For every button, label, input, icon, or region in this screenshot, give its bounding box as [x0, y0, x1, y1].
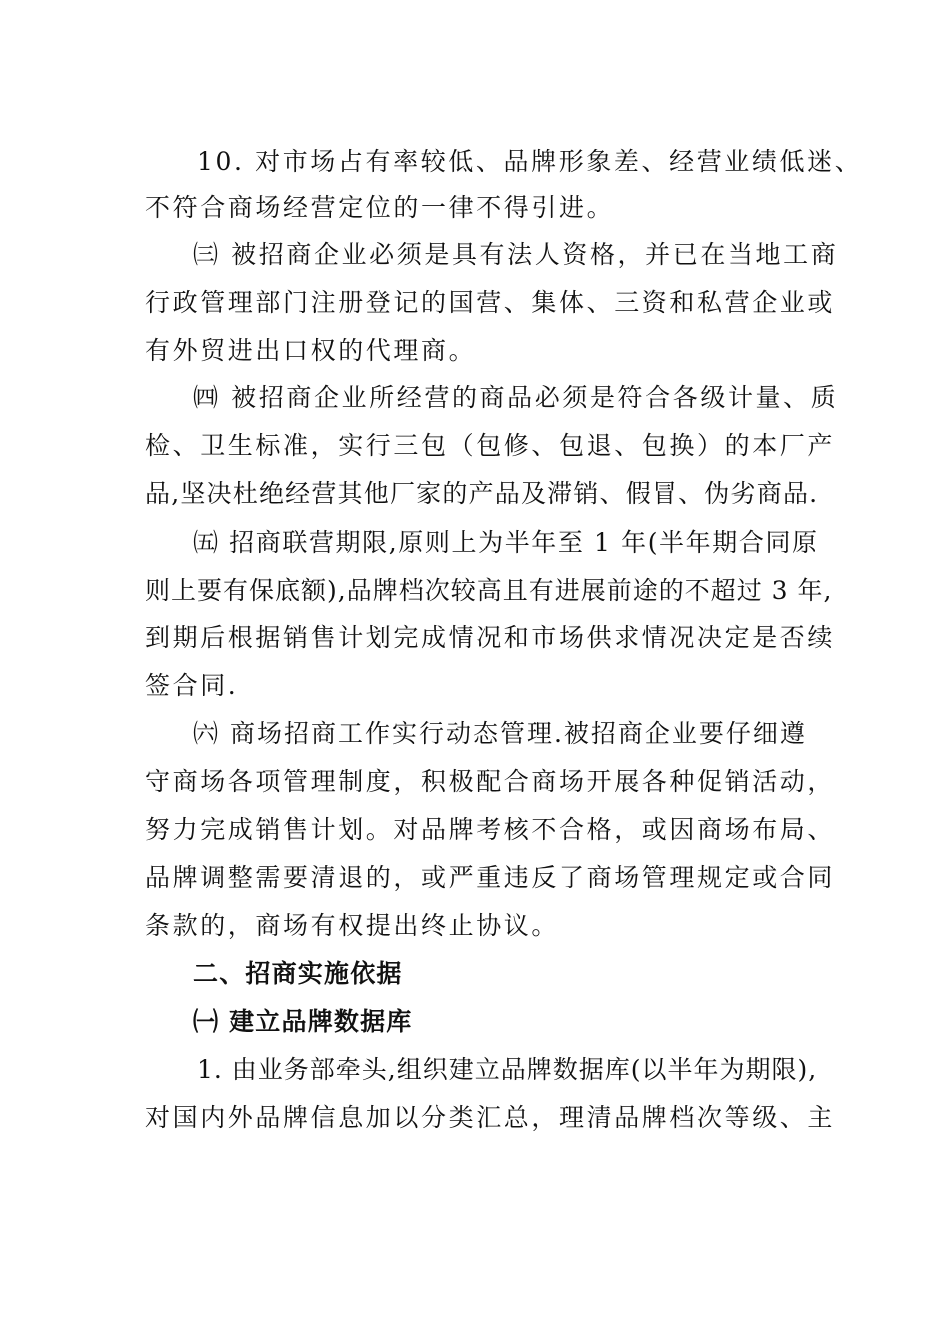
- text-line: 品,坚决杜绝经营其他厂家的产品及滞销、假冒、伪劣商品.: [145, 479, 819, 508]
- text-line: 1. 由业务部牵头,组织建立品牌数据库(以半年为期限),: [197, 1055, 818, 1084]
- text-line: 对国内外品牌信息加以分类汇总，理清品牌档次等级、主: [145, 1103, 836, 1132]
- text-line: ㈥ 商场招商工作实行动态管理.被招商企业要仔细遵: [193, 719, 807, 748]
- text-line: 检、卫生标准，实行三包（包修、包退、包换）的本厂产: [145, 431, 836, 460]
- text-line: ㈢ 被招商企业必须是具有法人资格，并已在当地工商: [193, 240, 839, 269]
- text-line: ㈤ 招商联营期限,原则上为半年至 1 年(半年期合同原: [193, 528, 819, 557]
- text-line: 守商场各项管理制度，积极配合商场开展各种促销活动，: [145, 767, 836, 796]
- text-line: 到期后根据销售计划完成情况和市场供求情况决定是否续: [145, 623, 836, 652]
- text-line: 品牌调整需要清退的，或严重违反了商场管理规定或合同: [145, 863, 836, 892]
- text-line: 行政管理部门注册登记的国营、集体、三资和私营企业或: [145, 288, 836, 317]
- text-line: 10. 对市场占有率较低、品牌形象差、经营业绩低迷、: [197, 147, 863, 176]
- text-line: 不符合商场经营定位的一律不得引进。: [145, 193, 615, 222]
- text-line: 努力完成销售计划。对品牌考核不合格，或因商场布局、: [145, 815, 836, 844]
- text-line: 则上要有保底额),品牌档次较高且有进展前途的不超过 3 年,: [145, 576, 833, 605]
- subsection-heading: ㈠ 建立品牌数据库: [193, 1007, 413, 1036]
- text-line: ㈣ 被招商企业所经营的商品必须是符合各级计量、质: [193, 383, 839, 412]
- text-line: 条款的，商场有权提出终止协议。: [145, 911, 560, 940]
- text-line: 签合同.: [145, 671, 239, 700]
- text-line: 有外贸进出口权的代理商。: [145, 336, 477, 365]
- section-heading: 二、招商实施依据: [193, 959, 403, 988]
